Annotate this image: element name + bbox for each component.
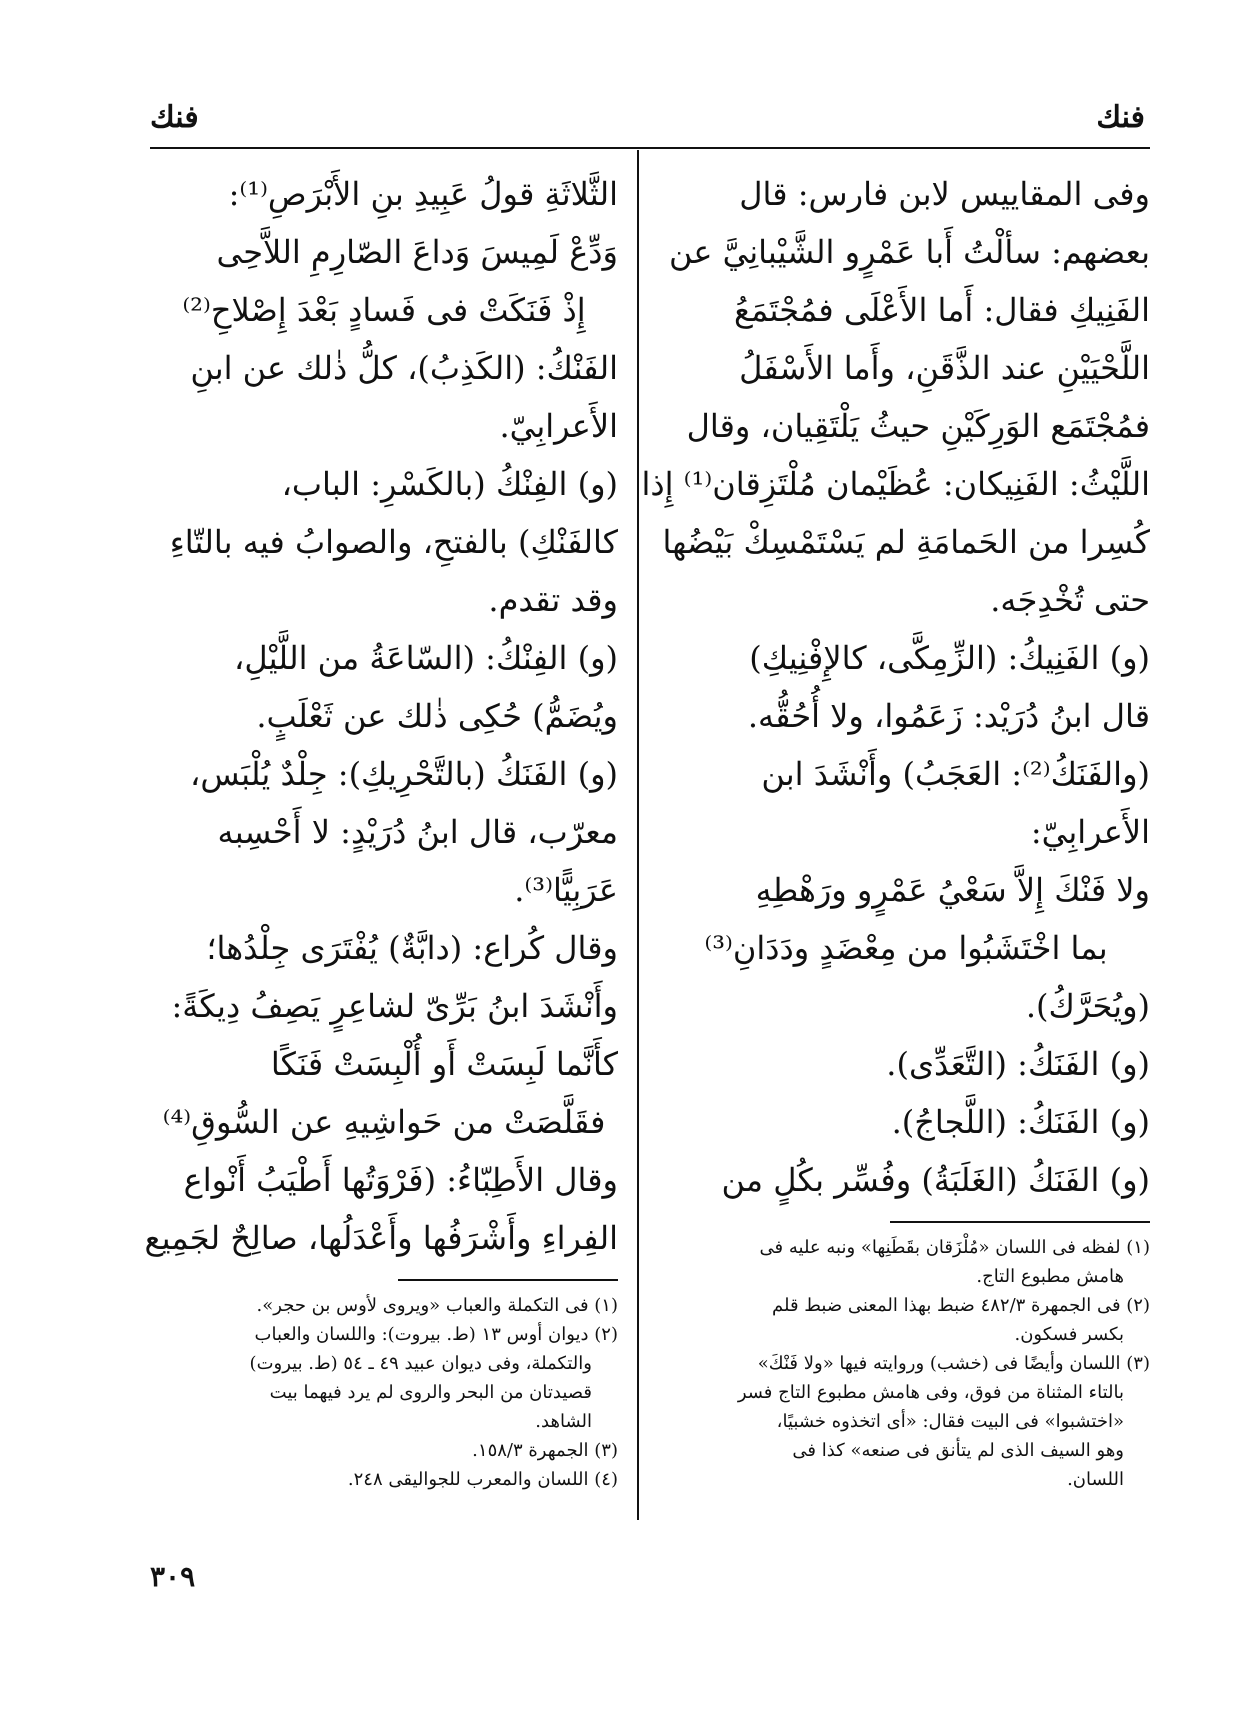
footnote-line: (١) فى التكملة والعباب «ويروى لأوس بن حجر». xyxy=(256,1295,618,1316)
text-line: وقال الأَطِبّاءُ: (فَرْوَتُها أَطْيَبُ أَنْواع xyxy=(183,1161,618,1199)
footnote-rule xyxy=(398,1279,618,1281)
text-line: قال ابنُ دُرَيْد: زَعَمُوا، ولا أُحُقُّه. xyxy=(747,697,1150,735)
text-line: وقد تقدم. xyxy=(488,581,618,619)
footnote-line: الشاهد. xyxy=(535,1411,592,1432)
running-header-right: فنك xyxy=(1096,100,1145,135)
footnote-rule xyxy=(890,1221,1150,1223)
left-column xyxy=(144,165,618,1494)
running-header-left: فنك xyxy=(150,100,199,135)
text-line: (و) الفَنَكُ (بالتَّحْرِيكِ): جِلْدٌ يُلْبَس، xyxy=(189,755,618,793)
text-line: بعضهم: سألْتُ أَبا عَمْرٍو الشَّيْبانِيَّ عن xyxy=(668,233,1150,271)
text-line: (و) الفَنَكُ (الغَلَبَةُ) وفُسِّر بكُلٍ من xyxy=(721,1161,1150,1199)
text-line: الفَنِيكِ فقال: أَما الأَعْلَى فمُجْتَمَعُ xyxy=(734,291,1150,329)
footnote-line: (٤) اللسان والمعرب للجواليقى ٢٤٨. xyxy=(347,1469,618,1490)
footnote-line: بالتاء المثناة من فوق، وفى هامش مطبوع التاج فسر xyxy=(737,1382,1124,1403)
footnote-line: (١) لفظه فى اللسان «مُلْزَقان بقَطَنِها» ونبه عليه فى xyxy=(759,1237,1150,1258)
right-column xyxy=(641,165,1150,1494)
text-line: الأَعرابِيّ: xyxy=(1030,813,1150,851)
text-line: الفِراءِ وأَشْرَفُها وأَعْدَلُها، صالِحٌ لجَمِيع xyxy=(144,1219,618,1257)
text-line: (والفَنَكُ⁽²⁾: العَجَبُ) وأَنْشَدَ ابن xyxy=(761,755,1150,793)
verse-line: كأَنَّما لَبِسَتْ أَو أُلْبِسَتْ فَنَكًا xyxy=(270,1045,618,1083)
footnote-line: قصيدتان من البحر والروى لم يرد فيهما بيت xyxy=(269,1382,592,1403)
text-line: ويُضَمُّ) حُكِى ذٰلك عن ثَعْلَبٍ. xyxy=(256,697,618,735)
text-line: (و) الفِنْكُ (بالكَسْرِ: الباب، xyxy=(281,465,618,503)
text-line: (و) الفِنْكُ: (السّاعَةُ من اللَّيْلِ، xyxy=(234,639,618,677)
verse-line: وَدِّعْ لَمِيسَ وَداعَ الصّارِمِ اللاَّحِى xyxy=(216,233,618,271)
footnote-line: (٣) الجمهرة ١٥٨/٣. xyxy=(472,1440,618,1461)
text-line: وقال كُراع: (دابَّةٌ) يُفْتَرَى جِلْدُها؛ xyxy=(206,929,618,967)
text-line: معرّب، قال ابنُ دُرَيْدٍ: لا أَحْسِبه xyxy=(217,813,618,851)
footnote-line: (٢) ديوان أوس ١٣ (ط. بيروت): واللسان والعباب xyxy=(254,1324,618,1345)
text-line: (و) الفَنِيكُ: (الزِّمِكَّى، كالإِفْنِيكِ) xyxy=(749,639,1150,677)
text-line: الفَنْكُ: (الكَذِبُ)، كلُّ ذٰلك عن ابنِ xyxy=(190,349,618,387)
text-line: الثَّلاثَةِ قولُ عَبِيدِ بنِ الأَبْرَصِ⁽¹⁾: xyxy=(228,175,618,213)
footnote-line: اللسان. xyxy=(1067,1469,1124,1490)
page-number: ٣٠٩ xyxy=(150,1560,196,1593)
footnote-line: بكسر فسكون. xyxy=(1014,1324,1124,1345)
text-line: وفى المقاييس لابن فارس: قال xyxy=(739,175,1150,213)
verse-line: ولا فَنْكَ إِلاَّ سَعْيُ عَمْرٍو ورَهْطِهِ xyxy=(755,871,1150,909)
text-line: (و) الفَنَكُ: (التَّعَدِّى). xyxy=(886,1045,1150,1083)
text-line: فمُجْتَمَع الوَرِكَيْنِ حيثُ يَلْتَقِيان، وقال xyxy=(686,407,1150,445)
text-line: عَرَبِيًّا⁽³⁾. xyxy=(514,871,618,909)
text-line: الأَعرابِيّ. xyxy=(499,407,618,445)
footnote-line: (٣) اللسان وأيضًا فى (خشب) وروايته فيها «ولا فَنْكَ» xyxy=(757,1353,1150,1374)
header-rule xyxy=(150,147,1150,149)
verse-line: بما اخْتَشَبُوا من مِعْضَدٍ ودَدَانِ⁽³⁾ xyxy=(704,929,1108,967)
footnote-line: والتكملة، وفى ديوان عبيد ٤٩ ـ ٥٤ (ط. بيروت) xyxy=(249,1353,592,1374)
text-line: اللَّيْثُ: الفَنِيكان: عُظَيْمان مُلْتَزِقان⁽¹⁾ إِذا xyxy=(641,465,1150,503)
text-line: (و) الفَنَكُ: (اللَّجاجُ). xyxy=(891,1103,1150,1141)
footnote-line: هامش مطبوع التاج. xyxy=(976,1266,1124,1287)
footnote-line: (٢) فى الجمهرة ٤٨٢/٣ ضبط بهذا المعنى ضبط قلم xyxy=(772,1295,1150,1316)
text-line: (ويُحَرَّكُ). xyxy=(1025,987,1150,1025)
footnote-line: «اختشبوا» فى البيت فقال: «أى اتخذوه خشبيًا، xyxy=(776,1411,1124,1432)
text-line: كُسِرا من الحَمامَةِ لم يَسْتَمْسِكْ بَيْضُها xyxy=(662,523,1150,561)
text-line: اللَّحْيَيْنِ عند الذَّقَنِ، وأَما الأَسْفَلُ xyxy=(739,349,1150,387)
text-line: حتى تُخْدِجَه. xyxy=(990,581,1150,619)
footnote-line: وهو السيف الذى لم يتأنق فى صنعه» كذا فى xyxy=(792,1440,1124,1461)
text-line: كالفَنْكِ) بالفتحِ، والصوابُ فيه بالتّاءِ xyxy=(169,523,618,561)
verse-line: فقَلَّصَتْ من حَواشِيهِ عن السُّوقِ⁽⁴⁾ xyxy=(162,1103,606,1141)
verse-line: إِذْ فَنَكَتْ فى فَسادٍ بَعْدَ إِصْلاحِ⁽²⁾ xyxy=(182,291,586,329)
column-divider xyxy=(637,150,639,1520)
text-line: وأَنْشَدَ ابنُ بَرِّىّ لشاعِرٍ يَصِفُ دِيكَةً: xyxy=(171,987,618,1025)
